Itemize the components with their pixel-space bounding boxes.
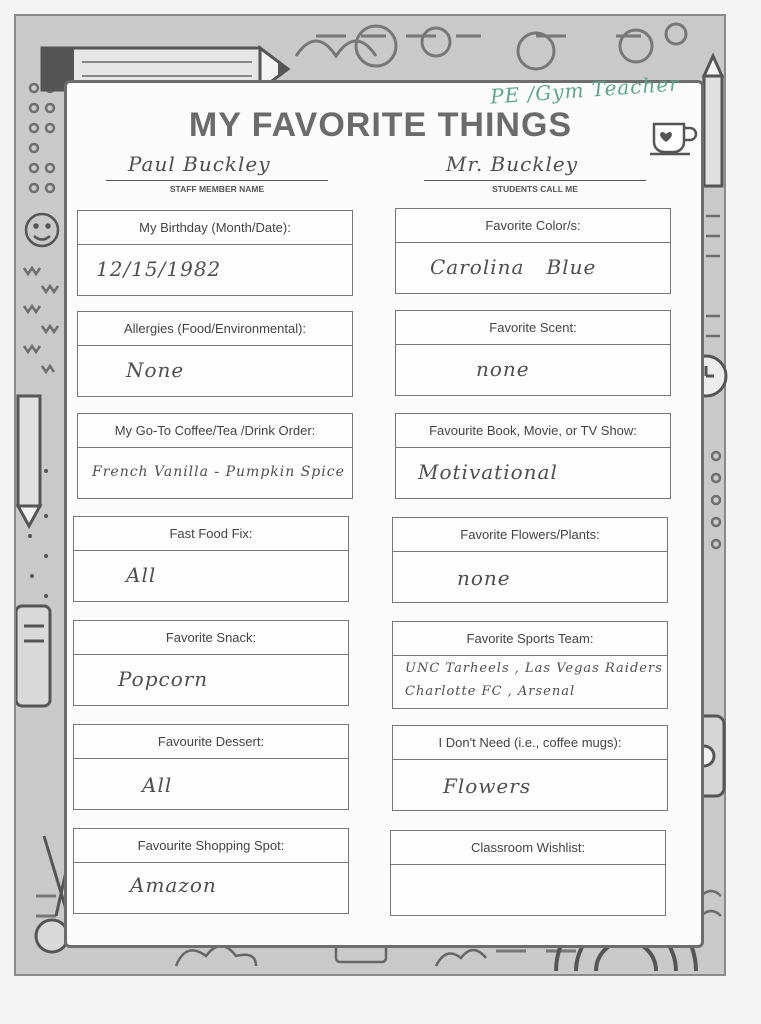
staff-name-value: Paul Buckley (128, 152, 271, 176)
field-favorite-media[interactable] (395, 413, 671, 499)
page-title: MY FAVORITE THINGS (188, 106, 573, 144)
field-label: Favorite Sports Team: (393, 622, 667, 656)
field-label: Classroom Wishlist: (391, 831, 665, 865)
field-drink-order[interactable] (77, 413, 353, 499)
field-answer: none (457, 566, 511, 590)
students-call-value: Mr. Buckley (446, 152, 578, 176)
field-dont-need[interactable] (392, 725, 668, 811)
field-answer-line1: UNC Tarheels , Las Vegas Raiders (405, 661, 663, 676)
field-label: Fast Food Fix: (74, 517, 348, 551)
field-label: Favorite Snack: (74, 621, 348, 655)
field-label: Favourite Dessert: (74, 725, 348, 759)
field-answer: French Vanilla - Pumpkin Spice (92, 464, 345, 480)
coffee-mug-icon (648, 116, 698, 160)
field-answer: 12/15/1982 (96, 257, 222, 281)
field-fast-food[interactable] (73, 516, 349, 602)
field-dessert[interactable] (73, 724, 349, 810)
field-answer: none (476, 357, 530, 381)
field-label: My Go-To Coffee/Tea /Drink Order: (78, 414, 352, 448)
field-label: Favorite Flowers/Plants: (393, 518, 667, 552)
field-answer: All (126, 563, 157, 587)
field-answer: Carolina Blue (430, 255, 597, 279)
smiley-icon (26, 214, 58, 246)
field-favorite-flowers[interactable] (392, 517, 668, 603)
field-answer-line2: Charlotte FC , Arsenal (405, 684, 576, 699)
field-label: Favorite Color/s: (396, 209, 670, 243)
field-answer: Flowers (443, 774, 532, 798)
field-answer: Amazon (130, 873, 217, 897)
field-birthday[interactable] (77, 210, 353, 296)
field-sports-team[interactable] (392, 621, 668, 709)
handwritten-annotation: PE /Gym Teacher (489, 71, 681, 109)
students-call-label: STUDENTS CALL ME (492, 184, 578, 194)
field-answer: Popcorn (118, 667, 209, 691)
field-shopping-spot[interactable] (73, 828, 349, 914)
field-allergies[interactable] (77, 311, 353, 397)
field-answer: All (142, 773, 173, 797)
field-label: I Don't Need (i.e., coffee mugs): (393, 726, 667, 760)
field-label: Favourite Book, Movie, or TV Show: (396, 414, 670, 448)
staff-name-line (106, 180, 328, 181)
students-call-line (424, 180, 646, 181)
staff-name-label: STAFF MEMBER NAME (169, 184, 265, 194)
field-favorite-scent[interactable] (395, 310, 671, 396)
field-label: Allergies (Food/Environmental): (78, 312, 352, 346)
field-label: My Birthday (Month/Date): (78, 211, 352, 245)
field-label: Favourite Shopping Spot: (74, 829, 348, 863)
field-answer: Motivational (418, 460, 558, 484)
book-icon (16, 606, 50, 706)
field-favorite-color[interactable] (395, 208, 671, 294)
field-classroom-wishlist[interactable] (390, 830, 666, 916)
field-answer: None (126, 358, 185, 382)
field-label: Favorite Scent: (396, 311, 670, 345)
field-snack[interactable] (73, 620, 349, 706)
